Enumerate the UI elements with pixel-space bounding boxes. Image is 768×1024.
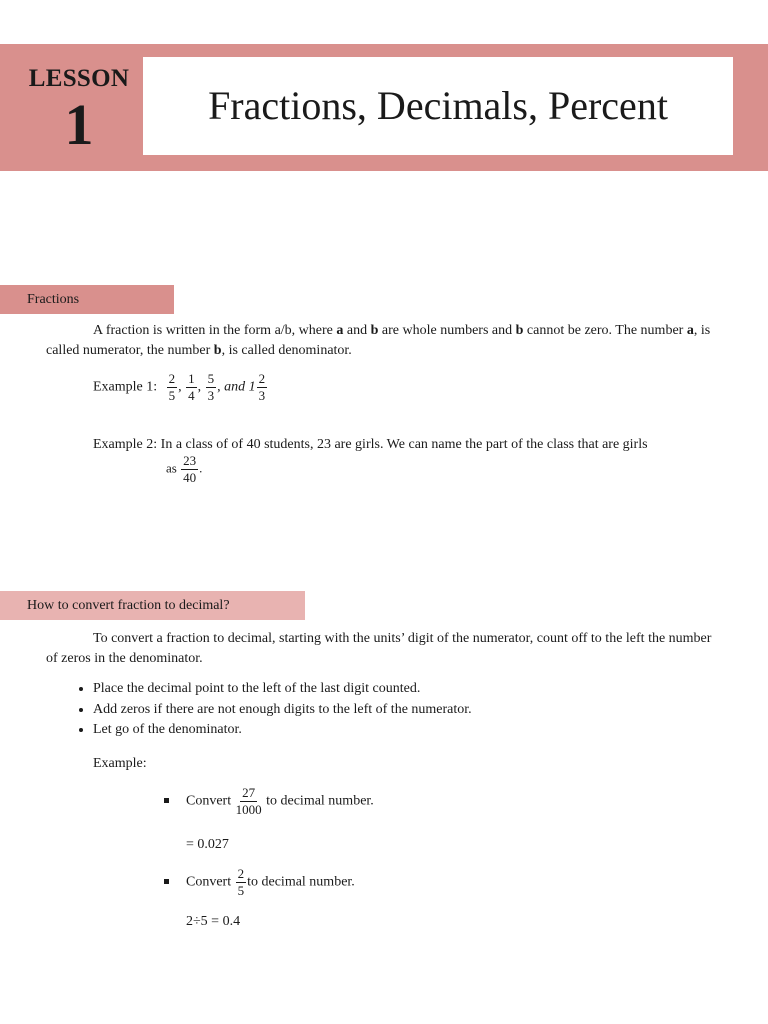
example-1-label: Example 1: bbox=[93, 379, 158, 395]
and-mixed-number: and 1 bbox=[224, 379, 256, 395]
convert-example-2-result: 2÷5 = 0.4 bbox=[186, 914, 241, 929]
list-item: • Add zeros if there are not enough digits to the left of the numerator. bbox=[93, 700, 472, 721]
fraction: $\frac{2}{5}$ bbox=[237, 866, 245, 898]
square-bullet-icon bbox=[164, 798, 169, 803]
fraction-definition-paragraph: A fraction is written in the form a/b, where a and b are whole numbers and b cannot be zero. The number a, is called numerator, the number b, is called denominator. bbox=[46, 323, 711, 358]
square-bullet-icon bbox=[164, 879, 169, 884]
convert-intro-paragraph: To convert a fraction to decimal, starting with the units’ digit of the numerator, count off to the left the number of zeros in the denominator. bbox=[46, 631, 712, 666]
lesson-label-block bbox=[18, 64, 140, 156]
lesson-word: LESSON bbox=[28, 65, 130, 92]
list-item: • Place the decimal point to the left of the last digit counted. bbox=[93, 679, 472, 700]
page-title: Fractions, Decimals, Percent bbox=[208, 83, 668, 128]
list-item: • Let go of the denominator. bbox=[93, 720, 472, 741]
example-1: Example 1: $\frac{2}{5}$ , $\frac{1}{4}$ , $\frac{5}{3}$ , and 1 $\frac{2}{3}$ bbox=[93, 371, 266, 403]
section-heading-fractions: Fractions bbox=[0, 285, 174, 314]
convert-example-1: Convert $\frac{27}{1000}$ to decimal number. bbox=[164, 786, 374, 817]
section-heading-convert: How to convert fraction to decimal? bbox=[0, 591, 305, 620]
example-label: Example: bbox=[93, 756, 147, 771]
title-box bbox=[143, 57, 733, 155]
example-2-fraction: as $\frac{23}{40}$ . bbox=[166, 453, 203, 485]
fraction: $\frac{23}{40}$ bbox=[183, 453, 197, 485]
fraction: $\frac{27}{1000}$ bbox=[235, 785, 262, 817]
example-2-text: Example 2: In a class of of 40 students, 23 are girls. We can name the part of the class that are girls bbox=[93, 437, 648, 452]
convert-example-2: Convert $\frac{2}{5}$ to decimal number. bbox=[164, 867, 355, 898]
fraction: $\frac{2}{3}$ bbox=[258, 371, 266, 403]
lesson-number: 1 bbox=[64, 92, 94, 157]
convert-steps-list bbox=[46, 679, 472, 741]
fraction: $\frac{1}{4}$ bbox=[188, 371, 195, 403]
fraction: $\frac{2}{5}$ bbox=[168, 371, 176, 403]
convert-example-1-result: = 0.027 bbox=[186, 837, 229, 852]
fraction: $\frac{5}{3}$ bbox=[207, 371, 215, 403]
